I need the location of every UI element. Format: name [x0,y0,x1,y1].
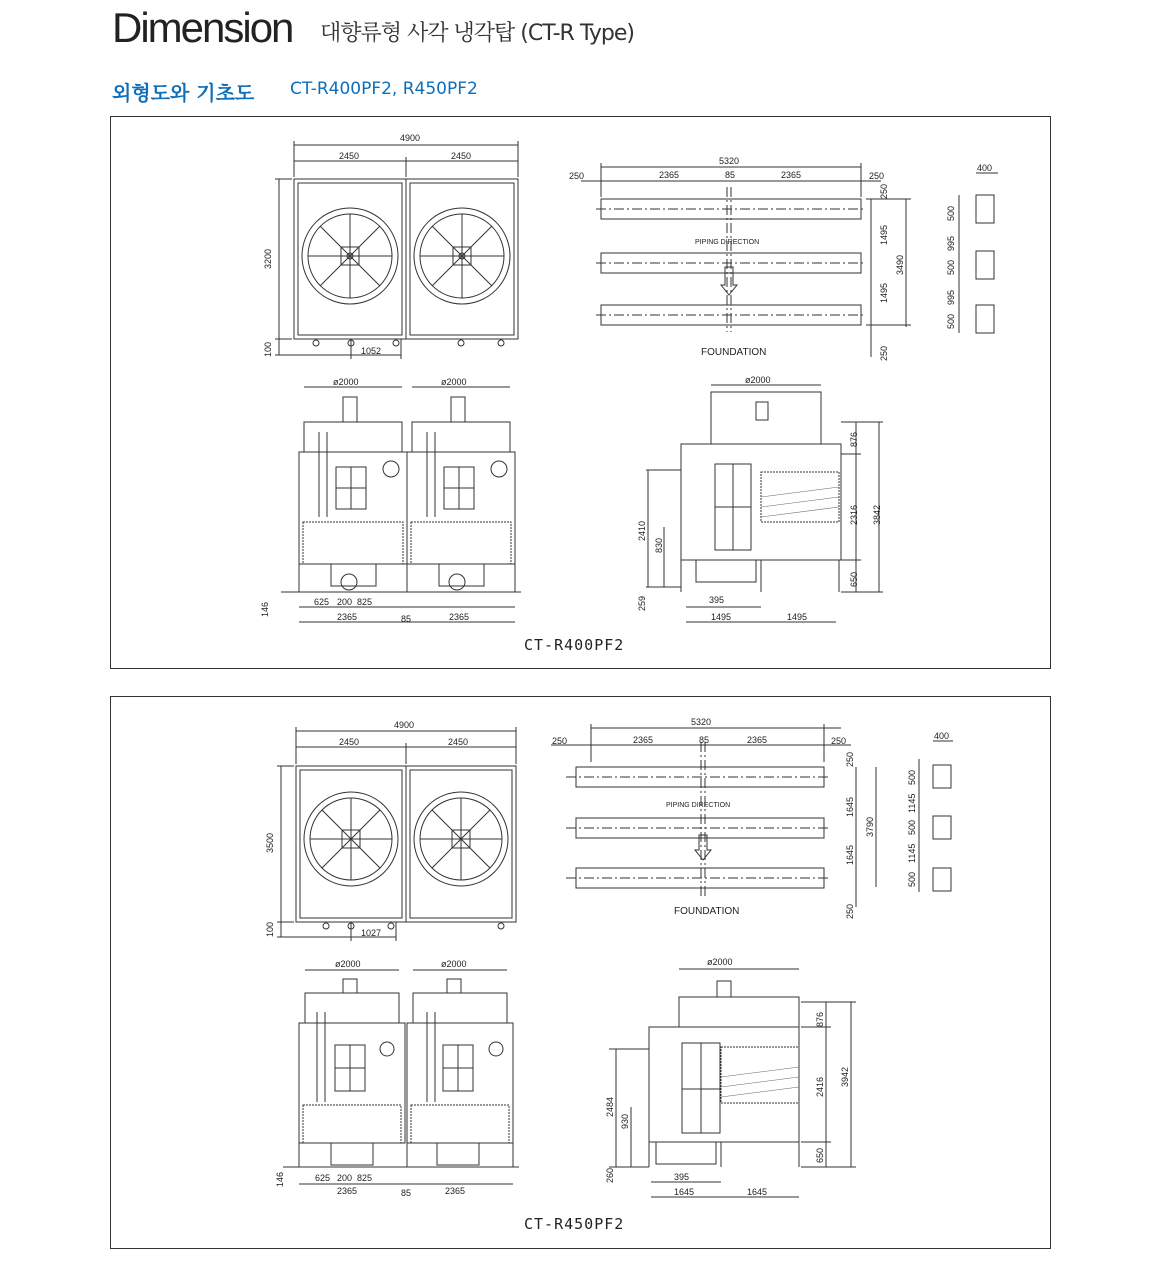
side-h-mid-2: 2416 [815,1076,825,1097]
foundation-gap: 85 [725,170,736,180]
foundation-total-width-2: 5320 [691,717,712,727]
foundation-label-2: FOUNDATION [674,906,740,917]
side-h-top: 876 [849,431,859,447]
side-w1-2: 1645 [674,1187,695,1197]
model-caption-1: CT-R400PF2 [524,636,625,654]
foundation-height: 3490 [895,254,905,275]
front-gap-2: 85 [401,1188,412,1198]
front-base-2: 146 [275,1171,285,1187]
plan-total-width: 4900 [400,133,421,143]
front-gap: 85 [401,614,412,624]
side-bottom: 259 [637,595,647,611]
side-w1: 1495 [711,612,732,622]
front-fan-dia-2-2: ø2000 [441,959,467,969]
foundation-spacing-2-2: 1645 [845,844,855,865]
foundation-top-2: 250 [845,751,855,767]
foundation-left-2: 250 [552,736,568,746]
foundation-spacing-1: 1495 [879,224,889,245]
pad-width-2: 400 [934,731,950,741]
pad-1: 500 [946,205,956,221]
side-off-2: 395 [674,1172,690,1182]
foundation-spacing-2: 1495 [879,282,889,303]
front-fan-dia-2: ø2000 [441,377,467,387]
front-d1-2: 625 [315,1173,331,1183]
side-outlet: 830 [654,537,664,553]
pad-3-2: 500 [907,871,917,887]
plan-half-width-1: 2450 [339,151,360,161]
page-subtitle: 대향류형 사각 냉각탑 (CT-R Type) [320,21,634,46]
side-inlet-2: 2484 [605,1096,615,1117]
side-off: 395 [709,595,725,605]
plan-total-width-2: 4900 [394,720,415,730]
section-label: 외형도와 기초도 [112,81,255,105]
drawing-panel-2 [110,696,1051,1249]
front-d1: 625 [314,597,330,607]
foundation-total-width: 5320 [719,156,740,166]
side-h-total: 3842 [872,504,882,525]
plan-height-2: 3500 [265,832,275,853]
model-caption-2: CT-R450PF2 [524,1215,625,1233]
side-h-mid: 2316 [849,504,859,525]
pad-gap-2-2: 1145 [907,843,917,863]
plan-offset: 1052 [361,346,382,356]
plan-half-width-2: 2450 [451,151,472,161]
front-fan-dia-1-2: ø2000 [335,959,361,969]
pad-gap-1: 995 [946,235,956,251]
front-w1-2: 2365 [337,1186,358,1196]
plan-offset-2: 1027 [361,928,382,938]
front-d2: 200 [337,597,353,607]
foundation-left: 250 [569,171,585,181]
plan-bottom: 100 [263,341,273,357]
foundation-right: 250 [869,171,885,181]
side-h-total-2: 3942 [840,1066,850,1087]
plan-half-width-2-2: 2450 [448,737,469,747]
side-w2-2: 1645 [747,1187,768,1197]
pad-width: 400 [977,163,993,173]
piping-direction-label: PIPING DIRECTION [695,239,760,246]
foundation-seg2: 2365 [781,170,802,180]
front-w2-2: 2365 [445,1186,466,1196]
side-fan-dia-2: ø2000 [707,957,733,967]
side-w2: 1495 [787,612,808,622]
foundation-seg1: 2365 [659,170,680,180]
side-inlet: 2410 [637,520,647,541]
foundation-bottom-2: 250 [845,903,855,919]
side-h-base-2: 650 [815,1147,825,1163]
side-bottom-2: 260 [605,1167,615,1183]
drawing-svg-1 [111,117,1050,668]
pad-gap-2: 995 [946,289,956,305]
foundation-spacing-1-2: 1645 [845,796,855,817]
plan-half-width-1-2: 2450 [339,737,360,747]
front-w2: 2365 [449,612,470,622]
front-fan-dia-1: ø2000 [333,377,359,387]
front-d3: 825 [357,597,373,607]
pad-2-2: 500 [907,819,917,835]
drawing-svg-2 [111,697,1050,1248]
side-outlet-2: 930 [620,1113,630,1129]
side-h-base: 650 [849,571,859,587]
pad-gap-1-2: 1145 [907,793,917,813]
drawing-panel-1 [110,116,1051,669]
foundation-height-2: 3790 [865,816,875,837]
front-d2-2: 200 [337,1173,353,1183]
foundation-top: 250 [879,183,889,199]
foundation-right-2: 250 [831,736,847,746]
pad-3: 500 [946,313,956,329]
side-h-top-2: 876 [815,1011,825,1027]
side-fan-dia: ø2000 [745,375,771,385]
page-title: Dimension [112,4,293,51]
foundation-gap-2: 85 [699,735,710,745]
plan-height: 3200 [263,248,273,269]
foundation-seg2-2: 2365 [747,735,768,745]
pad-1-2: 500 [907,769,917,785]
front-base: 146 [260,601,270,617]
plan-bottom-2: 100 [265,921,275,937]
foundation-label: FOUNDATION [701,347,767,358]
front-w1: 2365 [337,612,358,622]
foundation-seg1-2: 2365 [633,735,654,745]
section-models: CT-R400PF2, R450PF2 [290,79,478,99]
pad-2: 500 [946,259,956,275]
front-d3-2: 825 [357,1173,373,1183]
piping-direction-label-2: PIPING DIRECTION [666,802,731,809]
foundation-bottom: 250 [879,345,889,361]
